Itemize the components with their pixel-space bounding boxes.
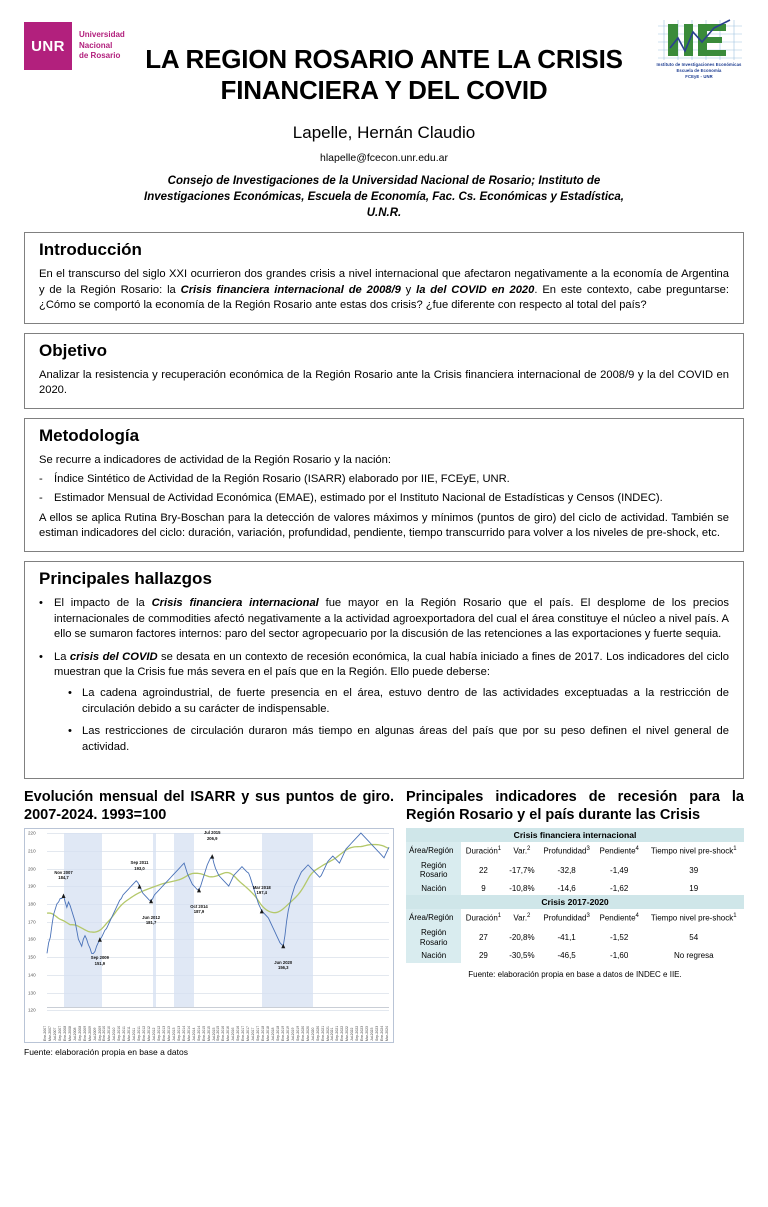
- hallazgos-list: [39, 596, 729, 762]
- turning-point-label: Nov 2007: [54, 869, 73, 875]
- chart-turning-point-annotation: [91, 955, 109, 965]
- chart-x-tick: Ene-2010: [102, 1026, 107, 1042]
- cell-var: -20,8%: [509, 933, 535, 943]
- author-email: hlapelle@fcecon.unr.edu.ar: [320, 152, 448, 164]
- cell-tiempo: 54: [689, 933, 699, 943]
- chart-x-tick: Mar-2021: [325, 1026, 330, 1042]
- chart-x-tick: Mar-2008: [67, 1026, 72, 1042]
- hallazgo-sub-2-text: Las restricciones de circulación duraron más tiempo en algunas áreas del país que por su peso definen el nivel general de actividad.: [82, 725, 729, 753]
- chart-x-tick: Mar-2020: [305, 1026, 310, 1042]
- hallazgo-1-emph: Crisis financiera internacional: [151, 596, 319, 609]
- chart-y-tick-label: 150: [28, 954, 36, 960]
- cell-var: -10,8%: [509, 884, 535, 894]
- chart-x-tick: Sep-2023: [375, 1026, 380, 1042]
- section-introduccion: [24, 232, 744, 324]
- chart-x-tick: Jul-2020: [310, 1027, 315, 1042]
- unr-logo-text: UNR: [31, 37, 65, 55]
- turning-point-label: Oct 2014: [190, 904, 208, 910]
- dash-marker: -: [39, 472, 43, 485]
- section-hallazgos: [24, 561, 744, 779]
- table-section-title: Crisis 2017-2020: [406, 895, 744, 909]
- hallazgo-1-a: El impacto de la: [54, 596, 152, 609]
- turning-point-value: 151,9: [94, 960, 106, 966]
- intro-text-c: y: [400, 283, 417, 296]
- unr-wordmark-line2: Nacional: [79, 40, 113, 50]
- chart-x-tick: Sep-2019: [295, 1026, 300, 1042]
- chart-x-tick: Ene-2012: [142, 1026, 147, 1042]
- hallazgo-2-emph: crisis del COVID: [69, 650, 158, 663]
- metodologia-item: [39, 491, 729, 507]
- chart-panel: [24, 788, 394, 1057]
- chart-y-tick-label: 140: [28, 972, 36, 978]
- hallazgo-1-text: [54, 596, 729, 643]
- objetivo-heading: Objetivo: [39, 340, 108, 360]
- chart-y-tick-label: 190: [28, 883, 36, 889]
- chart-turning-point-annotation: [204, 830, 221, 840]
- hallazgo-1-c: fue mayor en la Región Rosario que el país. El desplome de los precios internacionales de commodities afectó negativamente a la actividad agroexportadora del cual el área constituye el núcleo a nivel país. A ello se sumaron factores internos: paro del sector agropecuario por la discusión de las retenciones a las exportaciones y fuerte sequia.: [54, 596, 729, 641]
- dash-marker: -: [39, 492, 43, 505]
- cell-area: Nación: [406, 949, 461, 963]
- table-header-row: [406, 842, 744, 859]
- chart-x-tick: Ene-2016: [221, 1026, 226, 1042]
- chart-x-tick: Ene-2018: [261, 1026, 266, 1042]
- table-row: [406, 926, 744, 949]
- bullet-icon: •: [68, 686, 72, 699]
- intro-text-e: . En este contexto, cabe preguntarse: ¿Cómo se comportó la economía de la Región Rosario ante estas dos crisis? ¿fue diferente con respecto al total del país?: [39, 283, 729, 312]
- turning-point-label: Sep 2009: [90, 955, 109, 961]
- chart-x-tick: Sep-2010: [117, 1026, 122, 1042]
- cell-profundidad: -14,6: [557, 884, 576, 894]
- chart-x-tick: Ene-2008: [62, 1026, 67, 1042]
- chart-x-tick: Mar-2011: [127, 1026, 132, 1042]
- chart-x-tick: Mar-2014: [186, 1026, 191, 1042]
- cell-area: Región Rosario: [406, 859, 461, 882]
- iie-subtitle-line2: Escuela de Economía: [676, 68, 722, 73]
- chart-turning-point-annotation: [190, 904, 207, 914]
- iie-subtitle-line3: FCEyE - UNR: [685, 74, 713, 79]
- chart-x-tick: Sep-2008: [77, 1026, 82, 1042]
- bullet-icon: •: [39, 596, 43, 609]
- cell-duracion: 22: [478, 865, 488, 875]
- chart-x-tick: Sep-2014: [196, 1026, 201, 1042]
- chart-x-tick: Ene-2024: [380, 1026, 385, 1042]
- chart-x-tick: Ene-2011: [122, 1026, 127, 1042]
- turning-point-label: Sep 2011: [130, 860, 149, 866]
- chart-y-tick-label: 200: [28, 866, 36, 872]
- chart-x-tick: Sep-2018: [275, 1026, 280, 1042]
- table-column-header: Pendiente$^4$: [595, 909, 644, 926]
- turning-point-value: 181,7: [145, 920, 157, 926]
- intro-text-a: En el transcurso del siglo XXI ocurrieron dos grandes crisis a nivel internacional que afectaron negativamente a la economía de Argentina y de la Región Rosario: la: [39, 268, 729, 296]
- poster-title: LA REGION ROSARIO ANTE LA CRISIS FINANCIERA Y DEL COVID: [145, 44, 623, 105]
- chart-series-line: [47, 833, 389, 954]
- turning-point-label: Mar 2018: [252, 885, 271, 891]
- chart-turning-point-marker: [260, 909, 264, 914]
- chart-turning-point-annotation: [54, 870, 72, 880]
- chart-x-tick: Mar-2015: [206, 1026, 211, 1042]
- bottom-panels: [24, 788, 744, 1057]
- unr-wordmark-line1: Universidad: [79, 30, 125, 40]
- table-row: [406, 859, 744, 882]
- metodologia-item-text: Estimador Mensual de Actividad Económica (EMAE), estimado por el Instituto Nacional de Estadísticas y Censos (INDEC).: [54, 492, 663, 505]
- cell-area: Nación: [406, 882, 461, 896]
- turning-point-value: 156,3: [278, 965, 289, 971]
- table-column-header: Var.$^2$: [505, 842, 538, 859]
- chart-x-tick: Jul-2017: [251, 1027, 256, 1042]
- chart-source-note: Fuente: elaboración propia en base a datos: [24, 1047, 188, 1058]
- chart-x-tick: Jul-2019: [290, 1027, 295, 1042]
- chart-y-tick-label: 220: [28, 830, 36, 836]
- turning-point-label: Jul 2015: [203, 830, 221, 836]
- chart-y-tick-label: 120: [28, 1007, 36, 1013]
- table-panel: [406, 788, 744, 1057]
- cell-duracion: 27: [478, 933, 488, 943]
- chart-x-tick: Mar-2022: [345, 1026, 350, 1042]
- chart-x-tick: Jul-2013: [171, 1027, 176, 1042]
- chart-x-tick: Mar-2016: [226, 1026, 231, 1042]
- chart-x-tick: Jul-2023: [370, 1027, 375, 1042]
- chart-x-tick: Ene-2017: [241, 1026, 246, 1042]
- chart-x-tick: Jul-2011: [132, 1028, 137, 1042]
- list-item: [39, 650, 729, 763]
- chart-x-tick: Ene-2021: [320, 1026, 325, 1042]
- chart-turning-point-marker: [62, 894, 66, 899]
- chart-x-tick: Sep-2016: [236, 1026, 241, 1042]
- objetivo-paragraph: Analizar la resistencia y recuperación económica de la Región Rosario ante la Crisis financiera internacional de 2008/9 y la del COVID en 2020.: [39, 368, 729, 397]
- turning-point-value: 197,4: [256, 890, 268, 896]
- chart-x-tick: Jul-2009: [92, 1027, 97, 1042]
- chart-x-tick: Ene-2020: [300, 1026, 305, 1042]
- chart-x-tick: Jul-2022: [350, 1027, 355, 1042]
- chart-x-tick: Ene-2007: [43, 1026, 47, 1042]
- chart-x-tick: Jul-2014: [191, 1027, 196, 1042]
- table-column-header: Pendiente$^4$: [595, 842, 644, 859]
- chart-x-tick: Sep-2021: [335, 1026, 340, 1042]
- unr-logo-wordmark: [79, 30, 125, 62]
- chart-x-tick-labels: [43, 1008, 389, 1042]
- chart-x-tick: Jul-2010: [112, 1027, 117, 1042]
- list-item: [54, 724, 729, 755]
- chart-x-tick: Ene-2023: [360, 1026, 365, 1042]
- chart-turning-point-annotation: [253, 885, 271, 895]
- chart-y-tick-label: 180: [28, 901, 36, 907]
- chart-x-tick: Ene-2019: [280, 1026, 285, 1042]
- chart-x-tick: Sep-2007: [57, 1026, 62, 1042]
- list-item: [54, 686, 729, 717]
- chart-x-tick: Mar-2013: [166, 1026, 171, 1042]
- chart-y-tick-label: 210: [28, 848, 36, 854]
- chart-y-tick-label: 160: [28, 936, 36, 942]
- metodologia-item-text: Índice Sintético de Actividad de la Región Rosario (ISARR) elaborado por IIE, FCEyE, UNR.: [54, 472, 510, 485]
- cell-var: -17,7%: [509, 865, 535, 875]
- cell-pendiente: -1,52: [610, 933, 629, 943]
- intro-emph-covid: la del COVID en 2020: [416, 283, 535, 296]
- table-column-header: Tiempo nivel pre-shock$^1$: [643, 909, 744, 926]
- section-metodologia: [24, 418, 744, 552]
- isarr-line-chart: [24, 828, 394, 1043]
- table-column-header: Duración$^1$: [461, 909, 505, 926]
- table-column-header: Profundidad$^3$: [538, 842, 595, 859]
- chart-turning-point-marker: [210, 854, 214, 859]
- turning-point-value: 193,0: [134, 865, 145, 871]
- chart-x-tick: Sep-2013: [176, 1026, 181, 1042]
- chart-x-tick: Jul-2012: [152, 1027, 157, 1042]
- metodologia-heading: Metodología: [39, 425, 140, 445]
- table-panel-title: Principales indicadores de recesión para la Región Rosario y el país durante las Crisis: [406, 789, 744, 824]
- cell-duracion: 29: [478, 951, 488, 961]
- cell-profundidad: -41,1: [557, 933, 576, 943]
- cell-profundidad: -46,5: [557, 951, 576, 961]
- chart-x-tick: Mar-2010: [107, 1026, 112, 1042]
- chart-panel-title: Evolución mensual del ISARR y sus puntos de giro. 2007-2024. 1993=100: [24, 789, 394, 824]
- table-section-title: Crisis financiera internacional: [406, 828, 744, 842]
- chart-x-tick: Mar-2019: [285, 1026, 290, 1042]
- chart-x-tick: Sep-2012: [157, 1026, 161, 1042]
- chart-x-tick: Ene-2015: [201, 1026, 206, 1042]
- hallazgos-heading: Principales hallazgos: [39, 568, 212, 588]
- cell-pendiente: -1,62: [610, 884, 629, 894]
- chart-x-tick: Mar-2018: [266, 1026, 271, 1042]
- chart-x-tick: Mar-2024: [385, 1026, 389, 1042]
- chart-x-tick: Sep-2015: [216, 1026, 221, 1042]
- chart-x-tick: Mar-2007: [47, 1026, 52, 1042]
- table-column-header: Duración$^1$: [461, 842, 505, 859]
- hallazgo-2-c: se desata en un contexto de recesión económica, la cual había iniciado a fines de 2017. Los indicadores del ciclo muestran que la Crisis fue más severa en el país que en la Región. Ello puede deberse:: [54, 650, 729, 679]
- chart-turning-point-marker: [138, 884, 142, 889]
- iie-logo-icon: [654, 18, 744, 62]
- chart-x-tick: Jul-2015: [211, 1027, 216, 1042]
- chart-y-tick-label: 170: [28, 919, 36, 925]
- turning-point-label: Jun 2020: [274, 960, 293, 966]
- chart-x-tick: Ene-2013: [161, 1026, 166, 1042]
- table-row: [406, 882, 744, 896]
- chart-x-tick: Ene-2022: [340, 1026, 345, 1042]
- bullet-icon: •: [68, 725, 72, 738]
- cell-pendiente: -1,49: [610, 865, 629, 875]
- chart-x-tick: Jul-2016: [231, 1027, 236, 1042]
- chart-x-tick: Ene-2009: [82, 1026, 87, 1042]
- table-column-header: Tiempo nivel pre-shock$^1$: [643, 842, 744, 859]
- table-column-header: Área/Región: [406, 842, 461, 859]
- intro-emph-crisis-financiera: Crisis financiera internacional de 2008/9: [180, 283, 401, 296]
- cell-tiempo: 19: [689, 884, 699, 894]
- chart-x-tick: Ene-2014: [181, 1026, 186, 1042]
- chart-x-tick: Mar-2012: [147, 1026, 152, 1042]
- metodologia-item: [39, 472, 729, 488]
- hallazgo-sub-1-text: La cadena agroindustrial, de fuerte presencia en el área, estuvo dentro de las actividades exceptuadas a la restricción de circulación debido a su carácter de indispensable.: [82, 686, 729, 715]
- table-row: [406, 949, 744, 963]
- cell-pendiente: -1,60: [610, 951, 629, 961]
- cell-profundidad: -32,8: [557, 865, 576, 875]
- unr-wordmark-line3: de Rosario: [79, 51, 121, 61]
- table-source-note: Fuente: elaboración propia en base a datos de INDEC e IIE.: [468, 969, 682, 979]
- hallazgos-sublist: [54, 686, 729, 755]
- chart-turning-point-annotation: [274, 960, 292, 970]
- section-objetivo: [24, 333, 744, 409]
- chart-series-line: [47, 845, 389, 933]
- unr-logo: [24, 22, 125, 70]
- table-header-row: [406, 909, 744, 926]
- cell-var: -30,5%: [509, 951, 535, 961]
- chart-x-tick: Mar-2023: [365, 1026, 370, 1042]
- chart-x-tick: Jul-2018: [271, 1027, 275, 1042]
- introduccion-paragraph: [39, 267, 729, 314]
- poster-header: [24, 0, 744, 232]
- cell-area: Región Rosario: [406, 926, 461, 949]
- chart-x-tick: Sep-2020: [315, 1026, 320, 1042]
- table-column-header: Var.$^2$: [505, 909, 538, 926]
- table-column-header: Área/Región: [406, 909, 461, 926]
- turning-point-value: 187,9: [193, 909, 205, 915]
- chart-turning-point-annotation: [131, 860, 149, 870]
- author-name: Lapelle, Hernán Claudio: [292, 123, 476, 142]
- iie-subtitle-line1: Instituto de Investigaciones Económicas: [656, 62, 742, 67]
- chart-x-tick: Jul-2007: [52, 1027, 57, 1042]
- table-section-header: [406, 895, 744, 909]
- hallazgo-2-text: [54, 650, 729, 763]
- chart-y-tick-label: 130: [28, 990, 36, 996]
- introduccion-heading: Introducción: [39, 240, 142, 259]
- chart-x-tick: Mar-2009: [87, 1026, 92, 1042]
- table-column-header: Profundidad$^3$: [538, 909, 595, 926]
- iie-logo-subtitle: [654, 62, 744, 80]
- turning-point-label: Jun 2012: [142, 915, 161, 921]
- table-section-header: [406, 828, 744, 842]
- chart-turning-point-annotation: [142, 915, 160, 925]
- iie-logo: [654, 18, 744, 80]
- chart-x-tick: Mar-2017: [246, 1026, 251, 1042]
- turning-point-value: 184,7: [58, 874, 69, 880]
- turning-point-value: 206,9: [206, 835, 218, 841]
- author-affiliation: Consejo de Investigaciones de la Universidad Nacional de Rosario; Instituto de Investigaciones Económicas, Escuela de Economía, Fac. Cs. Económicas y Estadística, U.N.R.: [144, 175, 624, 219]
- hallazgo-2-a: La: [54, 650, 70, 663]
- chart-x-tick: Sep-2017: [256, 1026, 261, 1042]
- chart-x-tick: Sep-2022: [355, 1026, 360, 1042]
- metodologia-closing: A ellos se aplica Rutina Bry-Boschan para la detección de valores máximos y mínimos (puntos de giro) del ciclo de actividad. También se estiman indicadores del ciclo: duración, variación, profundidad, pendiente, tiempo transcurrido para volver a los niveles de pre-shock, etc.: [39, 511, 729, 540]
- chart-x-tick: Jul-2008: [72, 1027, 77, 1042]
- bullet-icon: •: [39, 650, 43, 663]
- cell-tiempo: 39: [689, 865, 699, 875]
- recession-indicators-table: [406, 828, 744, 962]
- chart-x-tick: Jul-2021: [330, 1027, 335, 1042]
- cell-tiempo: No regresa: [673, 951, 714, 961]
- chart-x-tick: Sep-2009: [97, 1026, 102, 1042]
- metodologia-intro: Se recurre a indicadores de actividad de la Región Rosario y la nación:: [39, 453, 391, 466]
- list-item: [39, 596, 729, 643]
- unr-logo-mark: [24, 22, 72, 70]
- cell-duracion: 9: [481, 884, 486, 894]
- chart-x-tick: Sep-2011: [137, 1026, 142, 1042]
